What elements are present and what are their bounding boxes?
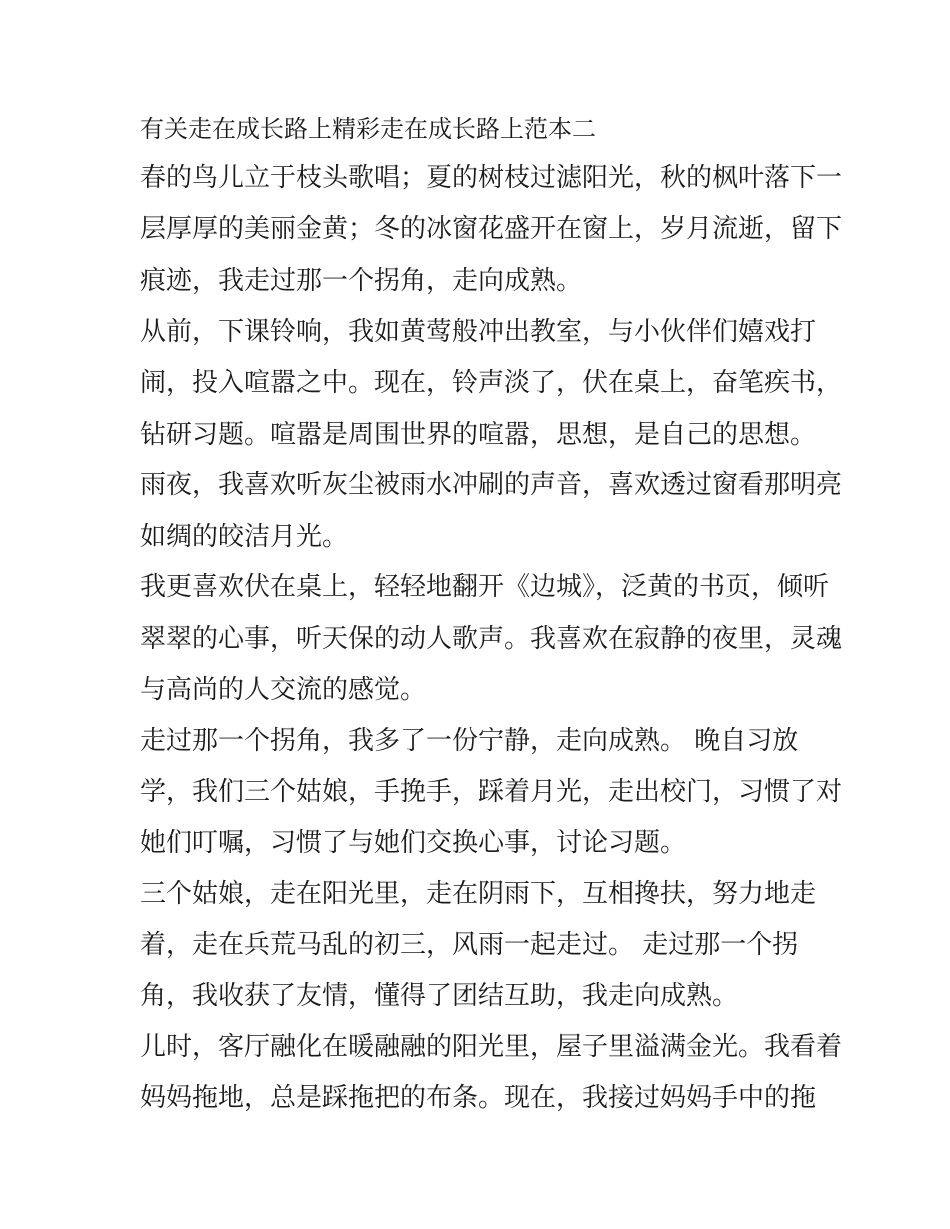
text-line: 与高尚的人交流的感觉。 [140,675,427,705]
text-line: 她们叮嘱，习惯了与她们交换心事，讨论习题。 [140,828,687,858]
text-line: 妈妈拖地，总是踩拖把的布条。现在，我接过妈妈手中的拖 [140,1083,817,1113]
text-line: 儿时，客厅融化在暖融融的阳光里，屋子里溢满金光。我看着 [140,1032,843,1062]
text-line: 痕迹，我走过那一个拐角，走向成熟。 [140,266,583,296]
text-line: 层厚厚的美丽金黄；冬的冰窗花盛开在窗上，岁月流逝，留下 [140,214,843,244]
text-line: 我更喜欢伏在桌上，轻轻地翻开《边城》，泛黄的书页，倾听 [140,572,830,602]
text-line: 翠翠的心事，听天保的动人歌声。我喜欢在寂静的夜里，灵魂 [140,624,843,654]
text-line: 春的鸟儿立于枝头歌唱；夏的树枝过滤阳光，秋的枫叶落下一 [140,163,843,193]
text-line: 闹，投入喧嚣之中。现在，铃声淡了，伏在桌上，奋笔疾书， [140,368,843,398]
document-title: 有关走在成长路上精彩走在成长路上范本二 [140,115,596,143]
text-line: 走过那一个拐角，我多了一份宁静，走向成熟。 晚自习放 [140,726,799,756]
text-line: 三个姑娘，走在阳光里，走在阴雨下，互相搀扶，努力地走 [140,879,817,909]
text-line: 雨夜，我喜欢听灰尘被雨水冲刷的声音，喜欢透过窗看那明亮 [140,470,843,500]
text-line: 着，走在兵荒马乱的初三，风雨一起走过。 走过那一个拐 [140,930,799,960]
text-line: 从前，下课铃响，我如黄莺般冲出教室，与小伙伴们嬉戏打 [140,317,817,347]
text-line: 角，我收获了友情，懂得了团结互助，我走向成熟。 [140,981,739,1011]
text-line: 学，我们三个姑娘，手挽手，踩着月光，走出校门，习惯了对 [140,777,843,807]
text-line: 钻研习题。喧嚣是周围世界的喧嚣，思想，是自己的思想。 [140,420,817,450]
text-line: 如绸的皎洁月光。 [140,522,349,552]
